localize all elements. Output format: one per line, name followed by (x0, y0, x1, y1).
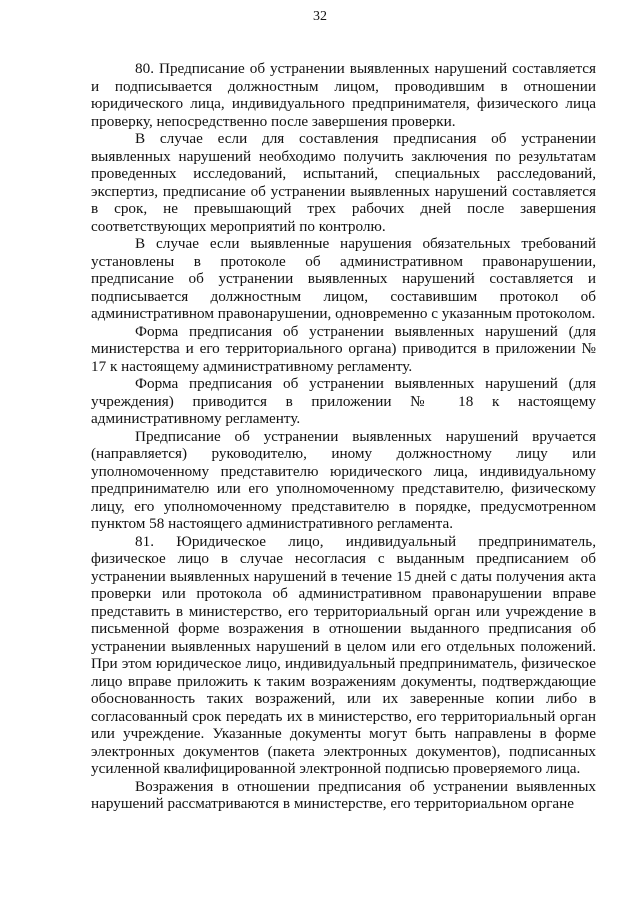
paragraph-expertise-deadline: В случае если для составления предписания об устранении выявленных нарушений необходимо получить заключения по результатам проведенных исследований, испытаний, специальных расследований, экспертиз, предписание об устранении выявленных нарушений составляется в срок, не превышающий трех рабочих дней после завершения соответствующих мероприятий по контролю. (91, 130, 596, 235)
paragraph-item-81: 81. Юридическое лицо, индивидуальный предприниматель, физическое лицо в случае несогласия с выданным предписанием об устранении выявленных нарушений в течение 15 дней с даты получения акта проверки или протокола об административном правонарушении вправе представить в министерство, его территориальный орган или учреждение в письменной форме возражения в отношении выданного предписания об устранении выявленных нарушений в целом или его отдельных положений. При этом юридическое лицо, индивидуальный предприниматель, физическое лицо вправе приложить к таким возражениям документы, подтверждающие обоснованность таких возражений, или их заверенные копии либо в согласованный срок передать их в министерство, его территориальный орган или учреждение. Указанные документы могут быть направлены в форме электронных документов (пакета электронных документов), подписанных усиленной квалифицированной электронной подписью проверяемого лица. (91, 532, 596, 777)
paragraph-objections: Возражения в отношении предписания об устранении выявленных нарушений рассматриваются в министерстве, его территориальном органе (91, 777, 596, 812)
page-number: 32 (313, 9, 327, 24)
paragraph-form-institution: Форма предписания об устранении выявленных нарушений (для учреждения) приводится в приложении № 18 к настоящему административному регламенту. (91, 375, 596, 427)
paragraph-delivery: Предписание об устранении выявленных нарушений вручается (направляется) руководителю, иному должностному лицу или уполномоченному представителю юридического лица, индивидуальному предпринимателю или его уполномоченному представителю, физическому лицу, его уполномоченному представителю в порядке, предусмотренном пунктом 58 настоящего административного регламента. (91, 427, 596, 532)
document-body (91, 60, 596, 813)
paragraph-form-ministry: Форма предписания об устранении выявленных нарушений (для министерства и его территориального органа) приводится в приложении № 17 к настоящему административному регламенту. (91, 322, 596, 375)
paragraph-protocol-violation: В случае если выявленные нарушения обязательных требований установлены в протоколе об административном правонарушении, предписание об устранении выявленных нарушений составляется и подписывается должностным лицом, составившим протокол об административном правонарушении, одновременно с указанным протоколом. (91, 235, 596, 322)
paragraph-item-80: 80. Предписание об устранении выявленных нарушений составляется и подписывается должностным лицом, проводившим в отношении юридического лица, индивидуального предпринимателя, физического лица проверку, непосредственно после завершения проверки. (91, 60, 596, 130)
